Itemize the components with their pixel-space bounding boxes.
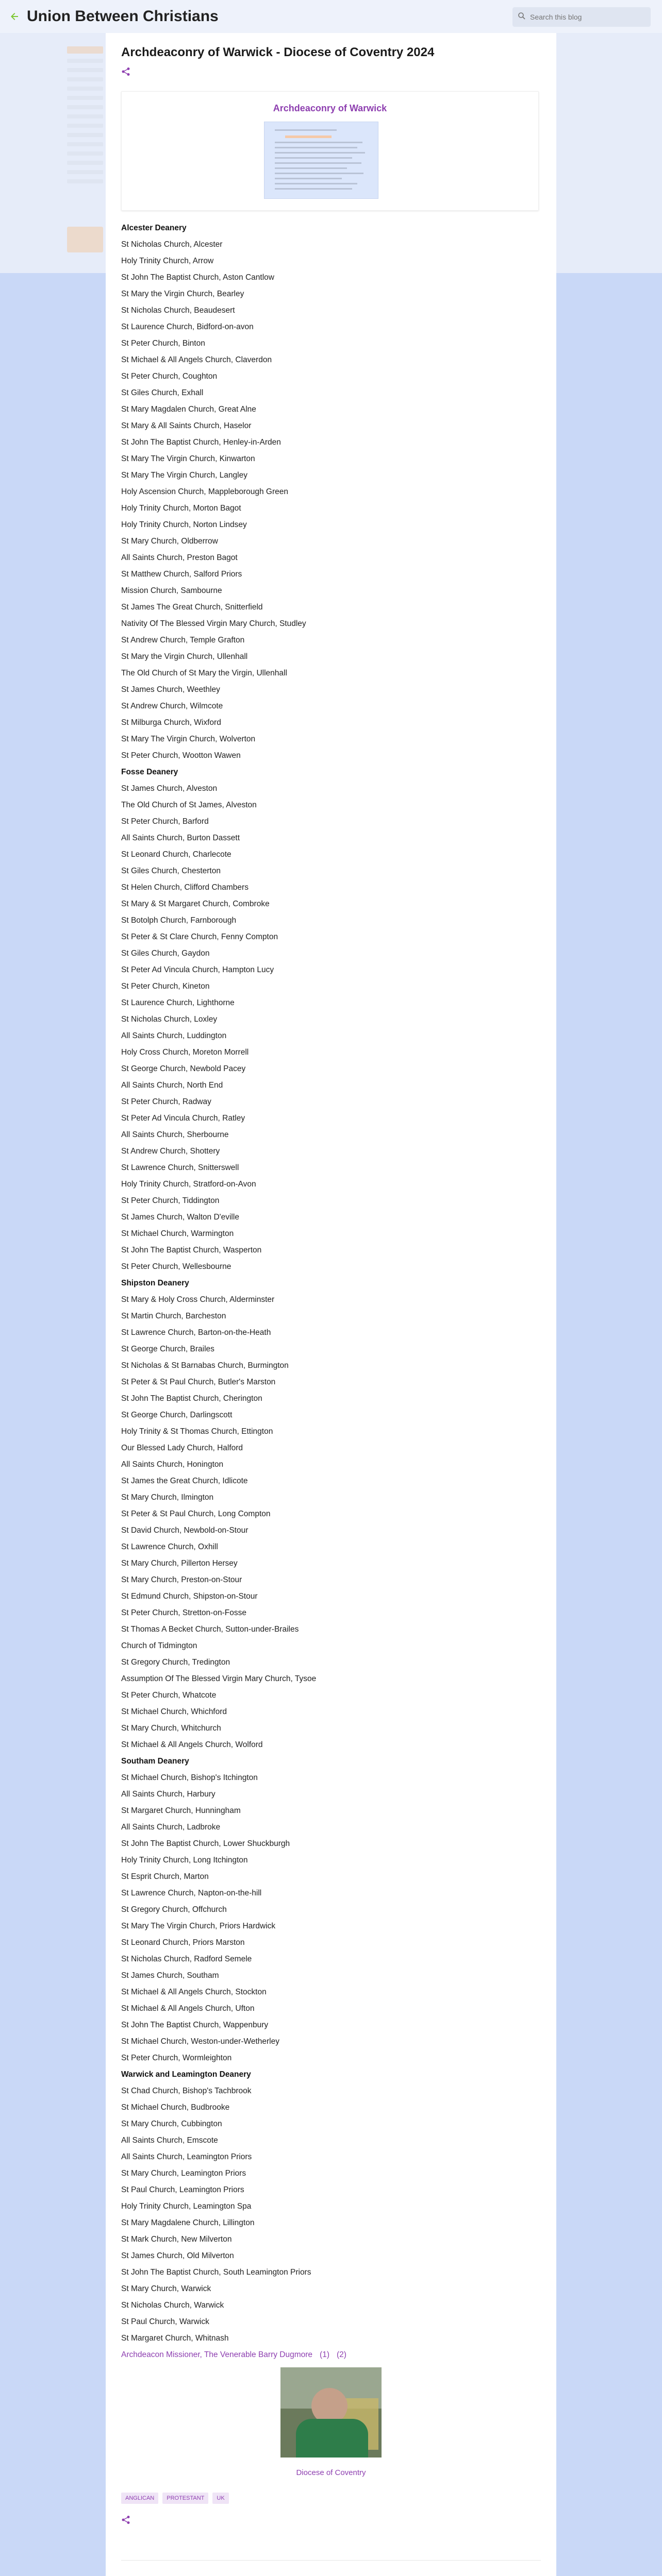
- missioner-link[interactable]: Archdeacon Missioner, The Venerable Barry Dugmore: [121, 2350, 313, 2359]
- church-list-item: St Peter Church, Stretton-on-Fosse: [121, 1608, 246, 1617]
- church-list-item: St Thomas A Becket Church, Sutton-under-Brailes: [121, 1625, 299, 1634]
- church-list-item: The Old Church of St Mary the Virgin, Ullenhall: [121, 669, 287, 677]
- church-list-item: All Saints Church, Ladbroke: [121, 1823, 221, 1832]
- reference-link-2[interactable]: (2): [337, 2350, 346, 2359]
- archdeacon-photo[interactable]: [280, 2367, 382, 2458]
- back-arrow-icon[interactable]: [4, 6, 25, 27]
- church-list-item: St Paul Church, Warwick: [121, 2317, 209, 2326]
- church-list-item: St James Church, Weethley: [121, 685, 220, 694]
- photo-container: [121, 2367, 541, 2460]
- search-input[interactable]: [530, 13, 638, 21]
- church-list-item: St Mary Church, Ilmington: [121, 1493, 214, 1502]
- church-list-item: The Old Church of St James, Alveston: [121, 801, 257, 809]
- church-list-item: St Peter Church, Coughton: [121, 372, 218, 381]
- church-list-item: St Lawrence Church, Napton-on-the-hill: [121, 1889, 262, 1897]
- church-list-item: St Peter & St Clare Church, Fenny Compton: [121, 933, 278, 941]
- church-list-item: Holy Trinity Church, Leamington Spa: [121, 2202, 252, 2211]
- church-list-item: St Margaret Church, Whitnash: [121, 2334, 229, 2343]
- church-list-item: St Mary Church, Pillerton Hersey: [121, 1559, 238, 1568]
- church-list-item: St Leonard Church, Priors Marston: [121, 1938, 245, 1947]
- church-list-item: St John The Baptist Church, Wasperton: [121, 1246, 262, 1255]
- church-list-item: St Mary Magdalen Church, Great Alne: [121, 405, 256, 414]
- church-list-item: St Gregory Church, Offchurch: [121, 1905, 227, 1914]
- church-list-item: St Peter Church, Barford: [121, 817, 209, 826]
- sidebar-ghost-block: [67, 227, 103, 252]
- church-list-item: St James Church, Old Milverton: [121, 2251, 234, 2260]
- church-list-item: St Peter Church, Wootton Wawen: [121, 751, 241, 760]
- church-list-item: St Paul Church, Leamington Priors: [121, 2185, 244, 2194]
- deanery-heading: Southam Deanery: [121, 1757, 189, 1766]
- church-list-item: St Mary Magdalene Church, Lillington: [121, 2218, 255, 2227]
- church-list-item: St Mary The Virgin Church, Priors Hardwick: [121, 1922, 276, 1930]
- church-list-item: St John The Baptist Church, Lower Shuckburgh: [121, 1839, 290, 1848]
- deanery-heading: Alcester Deanery: [121, 224, 187, 232]
- church-list-item: St George Church, Darlingscott: [121, 1411, 233, 1419]
- church-list-item: St Mary Church, Warwick: [121, 2284, 211, 2293]
- church-list-item: Holy Trinity Church, Arrow: [121, 257, 214, 265]
- church-list-item: Holy Trinity Church, Stratford-on-Avon: [121, 1180, 256, 1189]
- church-list-item: St Mary Church, Oldberrow: [121, 537, 218, 546]
- church-list-item: St Laurence Church, Lighthorne: [121, 998, 235, 1007]
- church-list: [121, 220, 541, 2347]
- church-list-item: St Giles Church, Gaydon: [121, 949, 210, 958]
- label-chip[interactable]: ANGLICAN: [121, 2493, 158, 2504]
- church-list-item: St Nicholas & St Barnabas Church, Burmington: [121, 1361, 289, 1370]
- church-list-item: St Nicholas Church, Alcester: [121, 240, 223, 249]
- church-list-item: St Michael Church, Budbrooke: [121, 2103, 230, 2112]
- sidebar-ghost: [67, 46, 103, 196]
- missioner-link-row[interactable]: [121, 2347, 541, 2363]
- label-chip[interactable]: UK: [212, 2493, 228, 2504]
- deanery-heading: Warwick and Leamington Deanery: [121, 2070, 251, 2079]
- church-list-item: Nativity Of The Blessed Virgin Mary Church, Studley: [121, 619, 306, 628]
- church-list-item: All Saints Church, Sherbourne: [121, 1130, 229, 1139]
- church-list-item: St Mary Church, Leamington Priors: [121, 2169, 246, 2178]
- church-list-item: Holy Trinity & St Thomas Church, Ettington: [121, 1427, 273, 1436]
- search-bar[interactable]: [512, 7, 651, 27]
- church-list-item: St James Church, Alveston: [121, 784, 218, 793]
- church-list-item: St Peter Ad Vincula Church, Ratley: [121, 1114, 245, 1123]
- church-list-item: St Peter Church, Wellesbourne: [121, 1262, 231, 1271]
- church-list-item: St Nicholas Church, Loxley: [121, 1015, 218, 1024]
- church-list-item: St Andrew Church, Shottery: [121, 1147, 220, 1156]
- church-list-item: St Peter Ad Vincula Church, Hampton Lucy: [121, 965, 274, 974]
- church-list-item: St Mark Church, New Milverton: [121, 2235, 232, 2244]
- church-list-item: St John The Baptist Church, Aston Cantlow: [121, 273, 274, 282]
- church-list-item: St Nicholas Church, Beaudesert: [121, 306, 235, 315]
- church-list-item: All Saints Church, North End: [121, 1081, 223, 1090]
- church-list-item: All Saints Church, Burton Dassett: [121, 834, 240, 842]
- church-list-item: St John The Baptist Church, Henley-in-Arden: [121, 438, 281, 447]
- church-list-item: St Lawrence Church, Snitterswell: [121, 1163, 239, 1172]
- church-list-item: St Michael & All Angels Church, Claverdon: [121, 355, 272, 364]
- church-list-item: St Mary The Virgin Church, Kinwarton: [121, 454, 255, 463]
- church-list-item: Holy Cross Church, Moreton Morrell: [121, 1048, 249, 1057]
- divider: [121, 2560, 541, 2561]
- church-list-item: St Edmund Church, Shipston-on-Stour: [121, 1592, 258, 1601]
- deanery-heading: Shipston Deanery: [121, 1279, 189, 1287]
- church-list-item: St Mary & All Saints Church, Haselor: [121, 421, 252, 430]
- church-list-item: St James Church, Walton D'eville: [121, 1213, 239, 1222]
- church-list-item: St Helen Church, Clifford Chambers: [121, 883, 249, 892]
- church-list-item: St Mary Church, Preston-on-Stour: [121, 1575, 242, 1584]
- church-list-item: St Peter Church, Whatcote: [121, 1691, 217, 1700]
- document-preview-image[interactable]: [264, 122, 378, 199]
- blog-header: [0, 0, 662, 33]
- church-list-item: St George Church, Newbold Pacey: [121, 1064, 246, 1073]
- church-list-item: St Mary The Virgin Church, Wolverton: [121, 735, 256, 743]
- church-list-item: St John The Baptist Church, Cherington: [121, 1394, 262, 1403]
- share-icon-bottom[interactable]: [121, 2515, 541, 2527]
- church-list-item: Holy Trinity Church, Morton Bagot: [121, 504, 241, 513]
- share-icon[interactable]: [121, 67, 130, 79]
- church-list-item: St James Church, Southam: [121, 1971, 219, 1980]
- church-list-item: St Michael & All Angels Church, Wolford: [121, 1740, 263, 1749]
- church-list-item: Holy Trinity Church, Long Itchington: [121, 1856, 248, 1865]
- church-list-item: St Andrew Church, Wilmcote: [121, 702, 223, 710]
- post-card: [106, 33, 556, 2576]
- church-list-item: St Milburga Church, Wixford: [121, 718, 221, 727]
- church-list-item: St Matthew Church, Salford Priors: [121, 570, 242, 579]
- church-list-item: St Mary Church, Cubbington: [121, 2120, 222, 2128]
- church-list-item: St Mary & St Margaret Church, Combroke: [121, 900, 270, 908]
- church-list-item: St Esprit Church, Marton: [121, 1872, 209, 1881]
- church-list-item: St Michael Church, Weston-under-Wetherley: [121, 2037, 279, 2046]
- church-list-item: St Mary Church, Whitchurch: [121, 1724, 221, 1733]
- reference-link-1[interactable]: (1): [320, 2350, 329, 2359]
- church-list-item: St Michael Church, Warmington: [121, 1229, 234, 1238]
- church-list-item: St James the Great Church, Idlicote: [121, 1477, 248, 1485]
- church-list-item: St Peter Church, Wormleighton: [121, 2054, 232, 2062]
- church-list-item: St John The Baptist Church, Wappenbury: [121, 2021, 269, 2029]
- church-list-item: Mission Church, Sambourne: [121, 586, 222, 595]
- church-list-item: St Lawrence Church, Barton-on-the-Heath: [121, 1328, 271, 1337]
- blog-title[interactable]: Union Between Christians: [27, 8, 219, 25]
- embedded-document[interactable]: [121, 91, 539, 211]
- embed-title: Archdeaconry of Warwick: [273, 103, 387, 113]
- church-list-item: St Peter Church, Radway: [121, 1097, 211, 1106]
- church-list-item: St Peter Church, Tiddington: [121, 1196, 220, 1205]
- church-list-item: St Laurence Church, Bidford-on-avon: [121, 323, 254, 331]
- church-list-item: All Saints Church, Preston Bagot: [121, 553, 238, 562]
- church-list-item: St Michael & All Angels Church, Ufton: [121, 2004, 255, 2013]
- church-list-item: All Saints Church, Leamington Priors: [121, 2153, 252, 2161]
- church-list-item: St Lawrence Church, Oxhill: [121, 1543, 218, 1551]
- deanery-heading: Fosse Deanery: [121, 768, 178, 776]
- church-list-item: St Nicholas Church, Radford Semele: [121, 1955, 252, 1963]
- church-list-item: St Peter Church, Binton: [121, 339, 205, 348]
- church-list-item: St James The Great Church, Snitterfield: [121, 603, 263, 612]
- church-list-item: Church of Tidmington: [121, 1641, 197, 1650]
- church-list-item: St Giles Church, Chesterton: [121, 867, 221, 875]
- church-list-item: St Peter Church, Kineton: [121, 982, 210, 991]
- post-title: Archdeaconry of Warwick - Diocese of Coventry 2024: [121, 45, 435, 59]
- church-list-item: Holy Trinity Church, Norton Lindsey: [121, 520, 247, 529]
- photo-caption[interactable]: Diocese of Coventry: [296, 2468, 366, 2477]
- church-list-item: St Chad Church, Bishop's Tachbrook: [121, 2087, 252, 2095]
- church-list-item: All Saints Church, Luddington: [121, 1031, 227, 1040]
- church-list-item: All Saints Church, Honington: [121, 1460, 224, 1469]
- church-list-item: St Giles Church, Exhall: [121, 388, 204, 397]
- church-list-item: All Saints Church, Emscote: [121, 2136, 218, 2145]
- church-list-item: St Leonard Church, Charlecote: [121, 850, 231, 859]
- church-list-item: St Michael Church, Whichford: [121, 1707, 227, 1716]
- church-list-item: St John The Baptist Church, South Leamington Priors: [121, 2268, 311, 2277]
- church-list-item: St Margaret Church, Hunningham: [121, 1806, 241, 1815]
- church-list-item: St Botolph Church, Farnborough: [121, 916, 237, 925]
- search-icon[interactable]: [518, 12, 526, 23]
- church-list-item: St George Church, Brailes: [121, 1345, 214, 1353]
- church-list-item: St Michael Church, Bishop's Itchington: [121, 1773, 258, 1782]
- church-list-item: St Mary the Virgin Church, Ullenhall: [121, 652, 248, 661]
- church-list-item: St Nicholas Church, Warwick: [121, 2301, 224, 2310]
- church-list-item: Assumption Of The Blessed Virgin Mary Church, Tysoe: [121, 1674, 317, 1683]
- post-labels: [121, 2493, 541, 2504]
- label-chip[interactable]: PROTESTANT: [162, 2493, 208, 2504]
- church-list-item: St Peter & St Paul Church, Butler's Marston: [121, 1378, 276, 1386]
- church-list-item: St Gregory Church, Tredington: [121, 1658, 230, 1667]
- church-list-item: St Michael & All Angels Church, Stockton: [121, 1988, 267, 1996]
- church-list-item: Our Blessed Lady Church, Halford: [121, 1444, 243, 1452]
- church-list-item: St Mary the Virgin Church, Bearley: [121, 290, 244, 298]
- church-list-item: St Mary The Virgin Church, Langley: [121, 471, 247, 480]
- church-list-item: St Peter & St Paul Church, Long Compton: [121, 1510, 271, 1518]
- church-list-item: Holy Ascension Church, Mappleborough Green: [121, 487, 288, 496]
- church-list-item: St David Church, Newbold-on-Stour: [121, 1526, 249, 1535]
- church-list-item: St Martin Church, Barcheston: [121, 1312, 226, 1320]
- church-list-item: St Andrew Church, Temple Grafton: [121, 636, 245, 645]
- church-list-item: All Saints Church, Harbury: [121, 1790, 216, 1799]
- church-list-item: St Mary & Holy Cross Church, Alderminster: [121, 1295, 275, 1304]
